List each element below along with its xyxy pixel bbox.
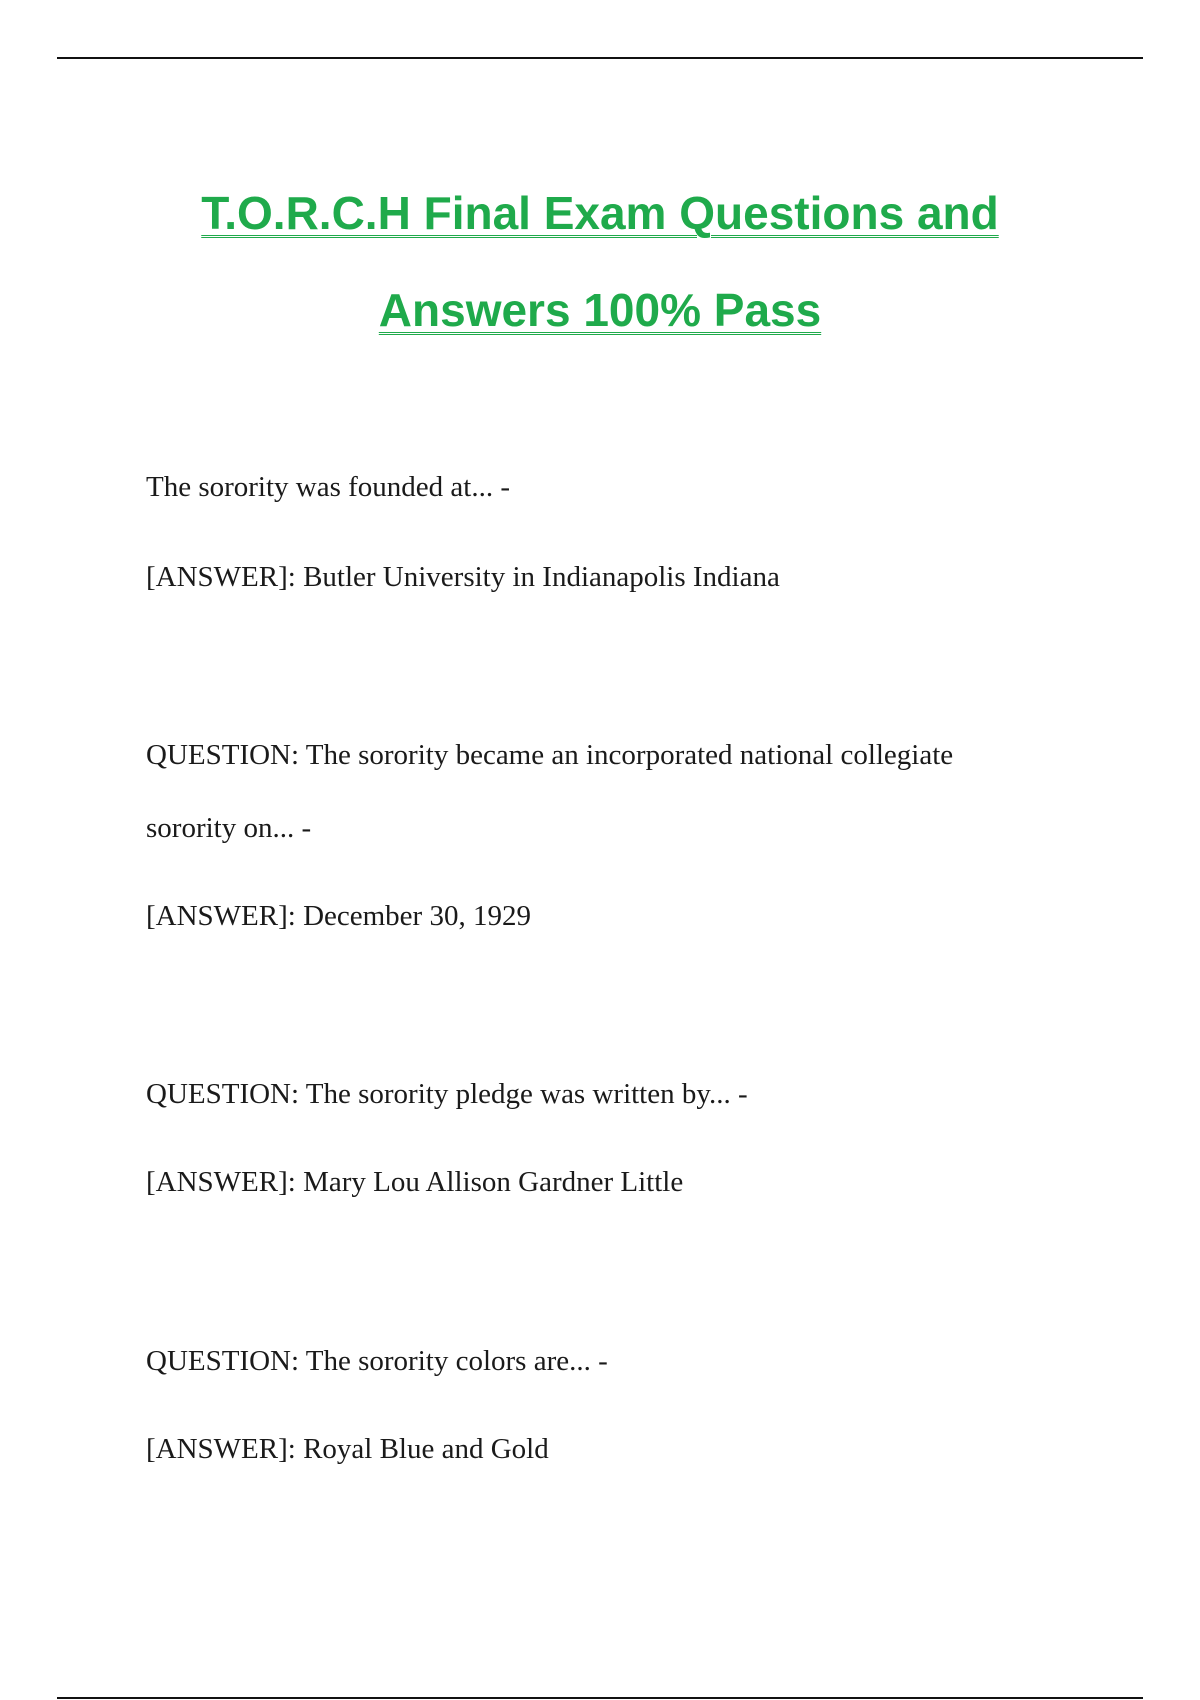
- question-3: QUESTION: The sorority pledge was written by... -: [146, 1078, 748, 1110]
- bottom-rule: [57, 1697, 1143, 1699]
- question-4: QUESTION: The sorority colors are... -: [146, 1345, 608, 1377]
- question-2-line-1: QUESTION: The sorority became an incorporated national collegiate: [146, 739, 954, 771]
- answer-4: [ANSWER]: Royal Blue and Gold: [146, 1433, 549, 1465]
- question-2-line-2: sorority on... -: [146, 812, 312, 844]
- document-title-line-1: T.O.R.C.H Final Exam Questions and: [201, 187, 999, 239]
- question-1: The sorority was founded at... -: [146, 471, 511, 503]
- answer-2: [ANSWER]: December 30, 1929: [146, 900, 531, 932]
- top-rule: [57, 57, 1143, 59]
- document-title-line-2: Answers 100% Pass: [378, 284, 822, 336]
- answer-1: [ANSWER]: Butler University in Indianapolis Indiana: [146, 561, 780, 593]
- answer-3: [ANSWER]: Mary Lou Allison Gardner Little: [146, 1166, 684, 1198]
